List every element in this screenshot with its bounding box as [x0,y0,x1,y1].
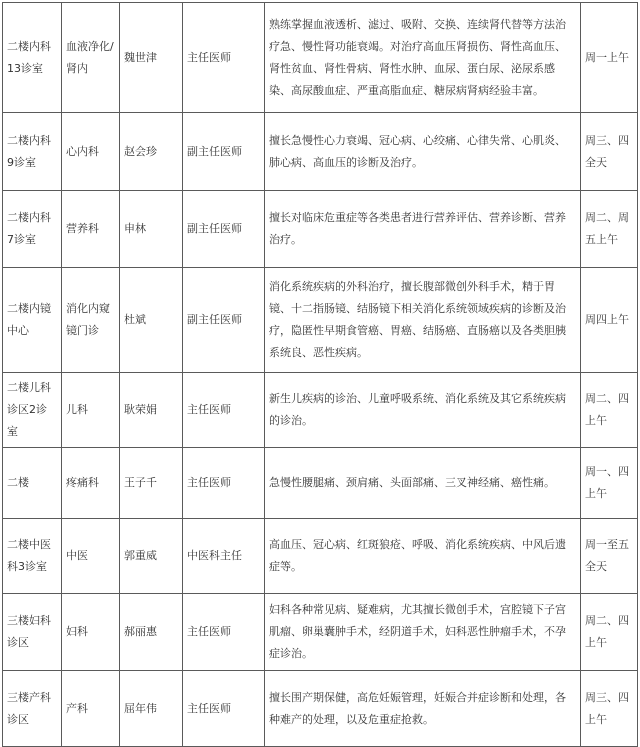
clinic-time: 周二、周五上午 [581,191,638,268]
clinic-location: 二楼内科7诊室 [3,191,62,268]
department: 营养科 [62,191,120,268]
table-row [3,373,638,448]
table-row [3,448,638,519]
specialty: 高血压、冠心病、红斑狼疮、呼吸、消化系统疾病、中风后遗症等。 [265,519,581,594]
table-row [3,191,638,268]
doctor-title: 主任医师 [183,3,265,113]
doctor-title: 副主任医师 [183,113,265,191]
clinic-location: 三楼妇科诊区 [3,594,62,671]
specialty: 消化系统疾病的外科治疗，擅长腹部微创外科手术，精于胃镜、十二指肠镜、结肠镜下相关消化系统领域疾病的诊断及治疗，隐匿性早期食管癌、胃癌、结肠癌、直肠癌以及各类胆胰系统良、恶性疾病。 [265,268,581,373]
clinic-time: 周三、四全天 [581,113,638,191]
department: 妇科 [62,594,120,671]
specialty: 擅长对临床危重症等各类患者进行营养评估、营养诊断、营养治疗。 [265,191,581,268]
doctor-title: 副主任医师 [183,191,265,268]
clinic-location: 三楼产科诊区 [3,671,62,747]
doctor-name: 魏世津 [120,3,183,113]
doctor-name: 屈年伟 [120,671,183,747]
specialty: 熟练掌握血液透析、滤过、吸附、交换、连续肾代替等方法治疗急、慢性肾功能衰竭。对治疗高血压肾损伤、肾性高血压、肾性贫血、肾性骨病、肾性水肿、血尿、蛋白尿、泌尿系感染、高尿酸血症、严重高脂血症、糖尿病肾病经验丰富。 [265,3,581,113]
doctor-name: 杜斌 [120,268,183,373]
clinic-time: 周三、四上午 [581,671,638,747]
doctor-name: 耿荣娟 [120,373,183,448]
department: 产科 [62,671,120,747]
clinic-time: 周二、四上午 [581,373,638,448]
table-row [3,268,638,373]
clinic-time: 周一、四上午 [581,448,638,519]
department: 疼痛科 [62,448,120,519]
doctor-title: 副主任医师 [183,268,265,373]
clinic-location: 二楼内科9诊室 [3,113,62,191]
table-row [3,519,638,594]
doctor-name: 赵会珍 [120,113,183,191]
doctor-name: 郭重威 [120,519,183,594]
table-row [3,3,638,113]
department: 消化内窥镜门诊 [62,268,120,373]
doctor-title: 主任医师 [183,671,265,747]
doctor-name: 郝丽惠 [120,594,183,671]
department: 血液净化/肾内 [62,3,120,113]
department: 心内科 [62,113,120,191]
specialty: 擅长围产期保健，高危妊娠管理，妊娠合并症诊断和处理，各种难产的处理，以及危重症抢救。 [265,671,581,747]
clinic-time: 周一上午 [581,3,638,113]
specialty: 急慢性腰腿痛、颈肩痛、头面部痛、三叉神经痛、癌性痛。 [265,448,581,519]
clinic-location: 二楼内镜中心 [3,268,62,373]
specialty: 妇科各种常见病、疑难病，尤其擅长微创手术，宫腔镜下子宫肌瘤、卵巢囊肿手术，经阴道手术，妇科恶性肿瘤手术，不孕症诊治。 [265,594,581,671]
department: 儿科 [62,373,120,448]
table-row [3,594,638,671]
doctor-title: 主任医师 [183,448,265,519]
clinic-location: 二楼内科13诊室 [3,3,62,113]
doctor-title: 主任医师 [183,373,265,448]
table-row [3,113,638,191]
department: 中医 [62,519,120,594]
doctor-title: 中医科主任 [183,519,265,594]
doctor-name: 申林 [120,191,183,268]
clinic-time: 周一至五全天 [581,519,638,594]
table-row [3,671,638,747]
clinic-location: 二楼儿科诊区2诊室 [3,373,62,448]
specialty: 新生儿疾病的诊治、儿童呼吸系统、消化系统及其它系统疾病的诊治。 [265,373,581,448]
specialty: 擅长急慢性心力衰竭、冠心病、心绞痛、心律失常、心肌炎、肺心病、高血压的诊断及治疗。 [265,113,581,191]
clinic-location: 二楼中医科3诊室 [3,519,62,594]
doctor-title: 主任医师 [183,594,265,671]
doctor-schedule-table [2,2,638,747]
doctor-name: 王子千 [120,448,183,519]
clinic-time: 周二、四上午 [581,594,638,671]
clinic-time: 周四上午 [581,268,638,373]
clinic-location: 二楼 [3,448,62,519]
